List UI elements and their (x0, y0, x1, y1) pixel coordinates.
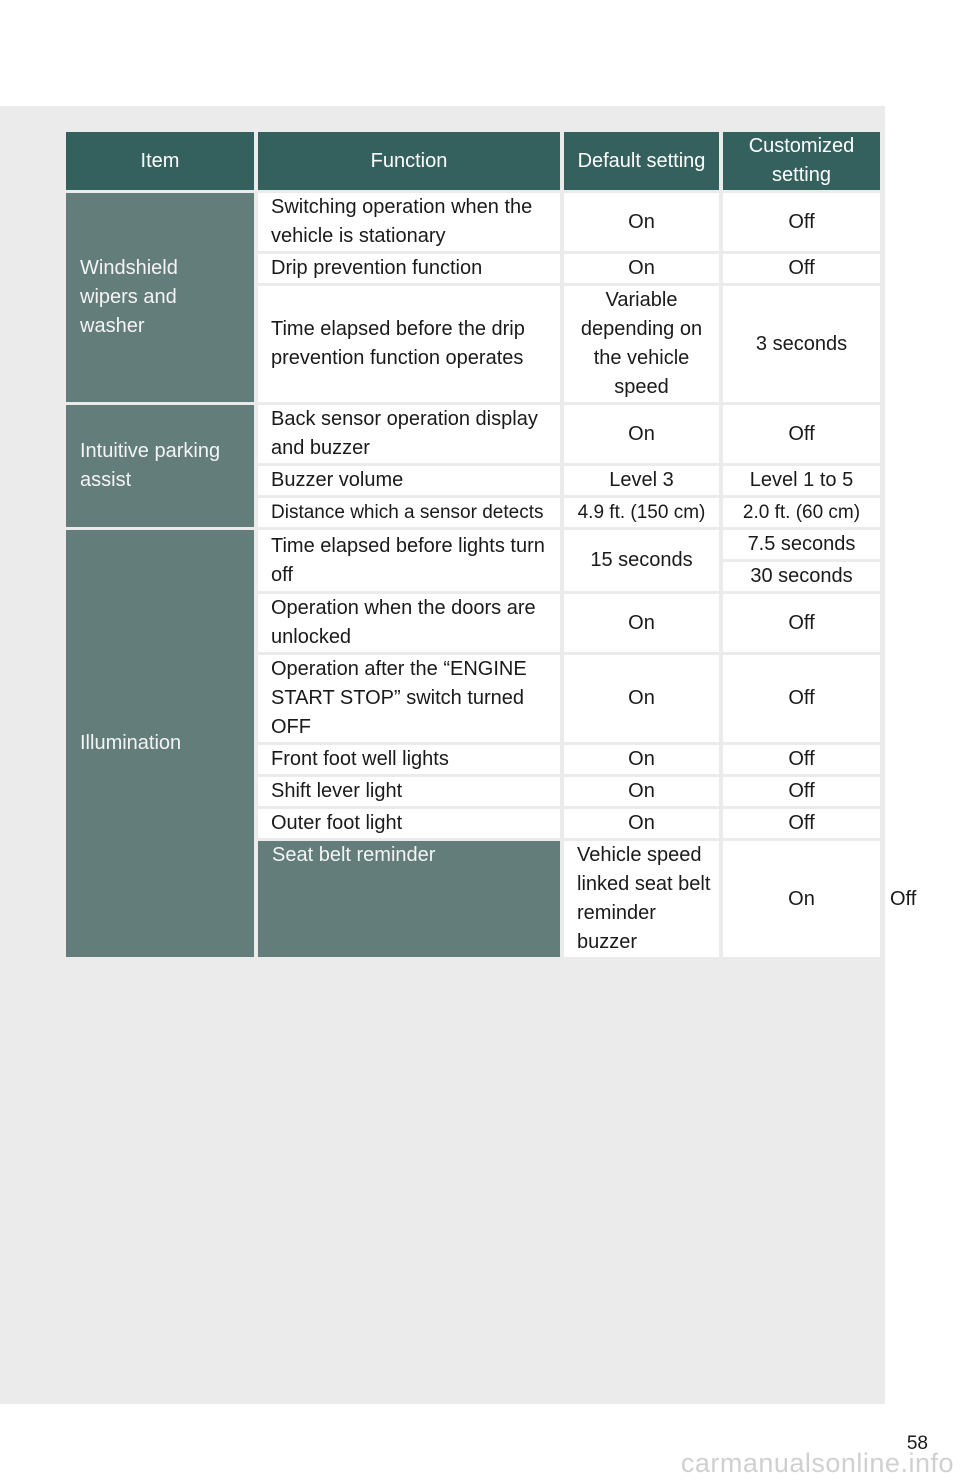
custom-cell: Off (723, 254, 880, 283)
default-cell: On (564, 809, 719, 838)
default-cell: On (564, 777, 719, 806)
watermark: carmanualsonline.info (680, 1448, 954, 1478)
function-cell: Time elapsed before lights turn off (258, 530, 560, 591)
function-cell: Drip prevention function (258, 254, 560, 283)
function-cell: Vehicle speed linked seat belt reminder buzzer (564, 841, 719, 957)
table-row (66, 530, 884, 559)
function-cell: Operation after the “ENGINE START STOP” switch turned OFF (258, 655, 560, 742)
custom-cell: 30 seconds (723, 562, 880, 591)
custom-cell: 2.0 ft. (60 cm) (723, 498, 880, 527)
header-default: Default setting (564, 132, 719, 190)
default-cell: On (564, 193, 719, 251)
group-wipers: Windshield wipers and washer (66, 193, 254, 402)
default-cell: On (564, 655, 719, 742)
custom-cell: Off (723, 405, 880, 463)
table-row (66, 193, 884, 251)
function-cell: Shift lever light (258, 777, 560, 806)
default-cell: 15 seconds (564, 530, 719, 591)
group-seatbelt: Seat belt reminder (258, 841, 560, 957)
default-cell: On (564, 594, 719, 652)
custom-cell: Off (723, 745, 880, 774)
custom-cell: Off (723, 809, 880, 838)
default-cell: On (564, 745, 719, 774)
group-parking: Intuitive parking assist (66, 405, 254, 527)
default-cell: Variable depending on the vehicle speed (564, 286, 719, 402)
custom-cell: Level 1 to 5 (723, 466, 880, 495)
group-illumination: Illumination (66, 530, 254, 957)
table-row (66, 405, 884, 463)
function-cell: Back sensor operation display and buzzer (258, 405, 560, 463)
function-cell: Operation when the doors are unlocked (258, 594, 560, 652)
table-header-row (66, 132, 884, 190)
default-cell: 4.9 ft. (150 cm) (564, 498, 719, 527)
default-cell: On (564, 254, 719, 283)
customization-table (62, 129, 917, 960)
custom-cell: 7.5 seconds (723, 530, 880, 559)
default-cell: Level 3 (564, 466, 719, 495)
function-cell: Switching operation when the vehicle is stationary (258, 193, 560, 251)
custom-cell: 3 seconds (723, 286, 880, 402)
custom-cell: Off (723, 594, 880, 652)
function-cell: Distance which a sensor detects (258, 498, 560, 527)
default-cell: On (723, 841, 880, 957)
page-number: 58 (906, 1433, 928, 1454)
default-cell: On (564, 405, 719, 463)
custom-cell: Off (723, 193, 880, 251)
function-cell: Front foot well lights (258, 745, 560, 774)
function-cell: Buzzer volume (258, 466, 560, 495)
custom-cell: Off (723, 655, 880, 742)
header-function: Function (258, 132, 560, 190)
table-row: Seat belt reminder Vehicle speed linked seat belt reminder buzzer On Off (66, 841, 884, 957)
header-item: Item (66, 132, 254, 190)
function-cell: Time elapsed before the drip prevention function operates (258, 286, 560, 402)
header-customized: Customized setting (723, 132, 880, 190)
custom-cell: Off (723, 777, 880, 806)
function-cell: Outer foot light (258, 809, 560, 838)
